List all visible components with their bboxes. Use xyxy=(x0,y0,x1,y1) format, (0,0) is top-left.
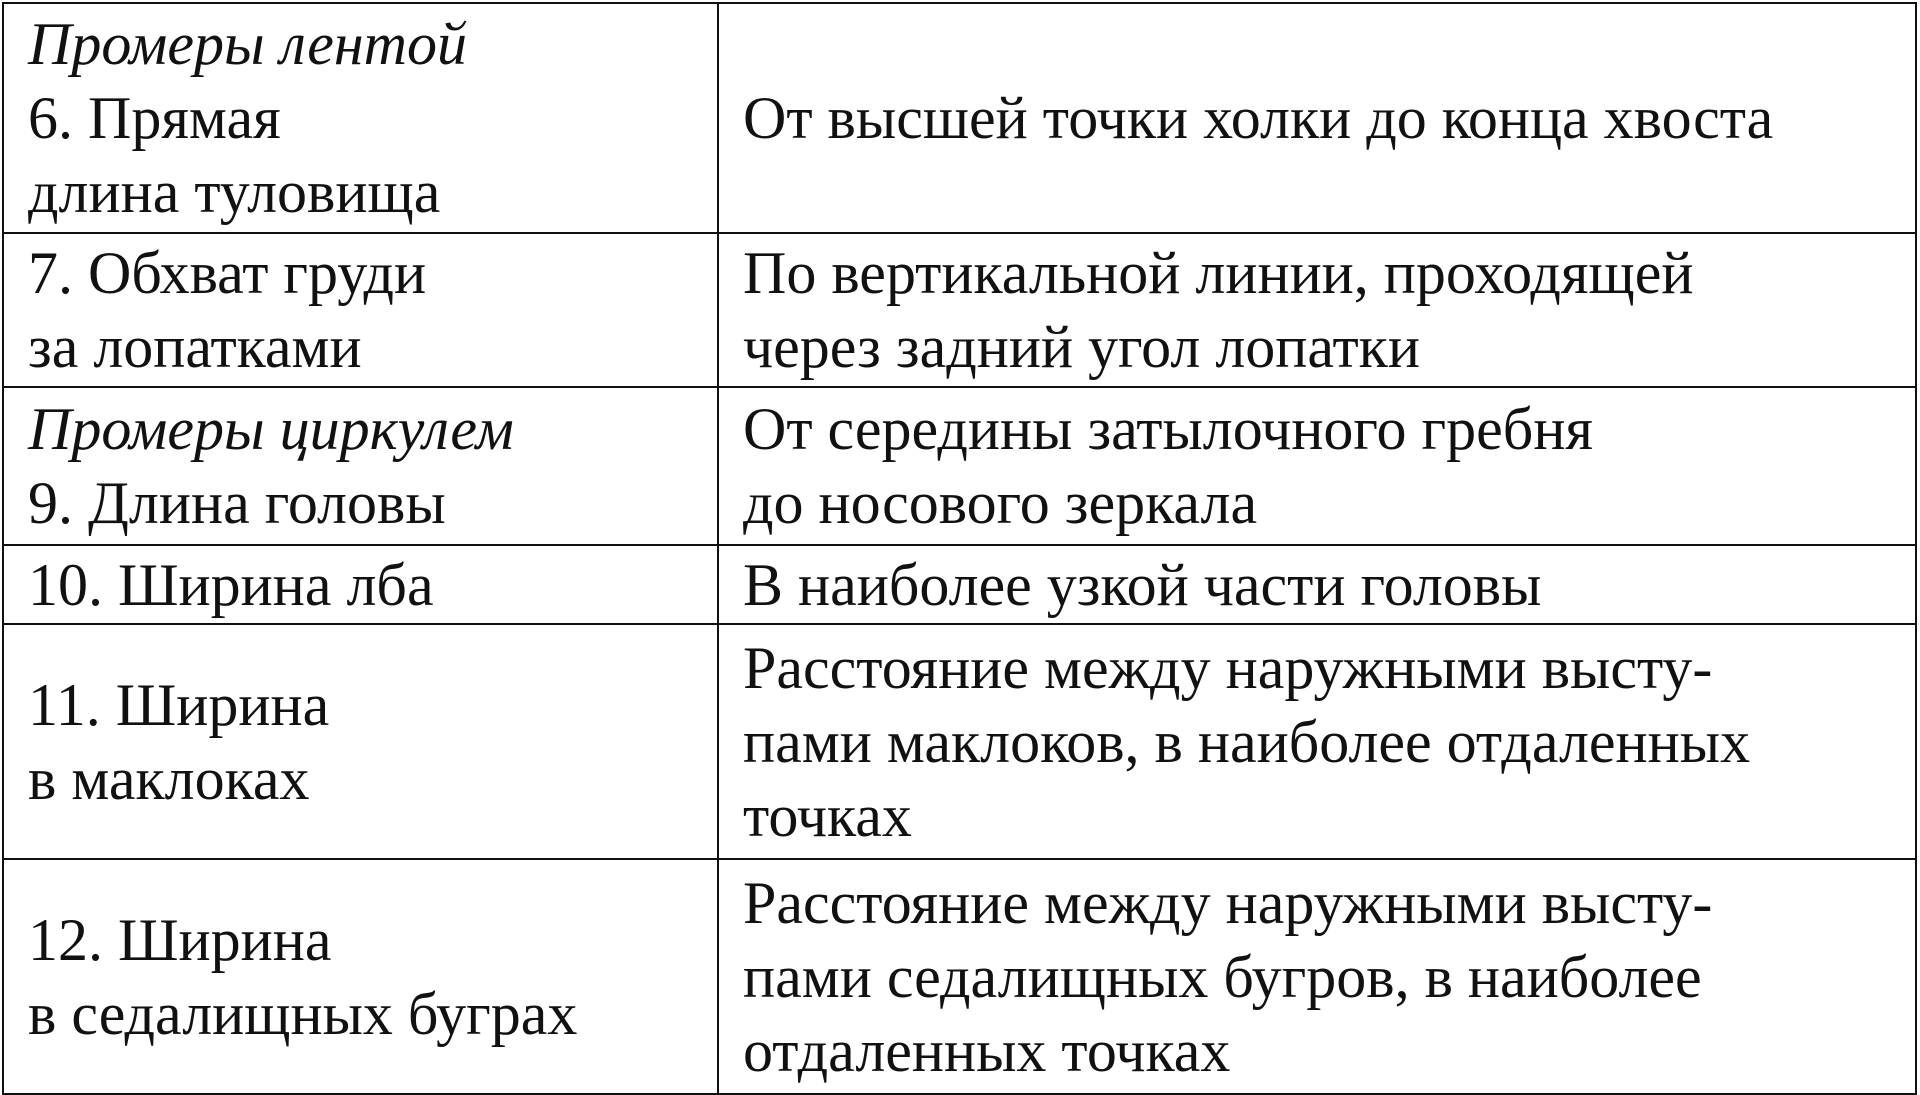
measure-name-line: за лопатками xyxy=(28,314,362,380)
measure-name-line: 12. Ширина xyxy=(28,906,332,973)
measure-name-line: 9. Длина головы xyxy=(28,470,446,536)
description-line: точках xyxy=(743,782,912,849)
table-row xyxy=(3,3,1916,233)
description-line: Расстояние между наружными высту- xyxy=(743,634,1713,701)
measure-name-line: 6. Прямая xyxy=(28,85,281,151)
table-row xyxy=(3,233,1916,387)
description-cell xyxy=(718,3,1916,233)
description-line: через задний угол лопатки xyxy=(743,314,1420,380)
description-cell xyxy=(718,233,1916,387)
measure-name-line: 10. Ширина лба xyxy=(28,551,434,618)
measure-cell xyxy=(3,545,718,624)
description-line: По вертикальной линии, проходящей xyxy=(743,240,1694,306)
table-row xyxy=(3,859,1916,1094)
measure-name-line: 7. Обхват груди xyxy=(28,240,427,306)
table-row xyxy=(3,624,1916,859)
measure-cell xyxy=(3,624,718,859)
section-heading: Промеры циркулем xyxy=(28,396,514,462)
measure-cell xyxy=(3,387,718,545)
description-cell xyxy=(718,545,1916,624)
description-line: отдаленных точках xyxy=(743,1017,1231,1084)
description-line: От середины затылочного гребня xyxy=(743,396,1594,462)
table-row xyxy=(3,387,1916,545)
measure-cell xyxy=(3,3,718,233)
description-cell xyxy=(718,624,1916,859)
description-cell xyxy=(718,859,1916,1094)
description-line: Расстояние между наружными высту- xyxy=(743,869,1713,936)
table-row xyxy=(3,545,1916,624)
measure-name-line: в маклоках xyxy=(28,745,310,812)
measure-cell xyxy=(3,859,718,1094)
measure-cell xyxy=(3,233,718,387)
measure-name-line: 11. Ширина xyxy=(28,671,330,738)
description-cell xyxy=(718,387,1916,545)
description-line: пами маклоков, в наиболее отдаленных xyxy=(743,708,1751,775)
measure-name-line: в седалищных буграх xyxy=(28,980,578,1047)
measure-name-line: длина туловища xyxy=(28,159,441,225)
measurements-table xyxy=(2,2,1917,1095)
description-line: до носового зеркала xyxy=(743,470,1258,536)
description-line: пами седалищных бугров, в наиболее xyxy=(743,943,1702,1010)
description-line: От высшей точки холки до конца хвоста xyxy=(743,85,1774,151)
description-line: В наиболее узкой части головы xyxy=(743,551,1542,618)
section-heading: Промеры лентой xyxy=(28,11,467,77)
